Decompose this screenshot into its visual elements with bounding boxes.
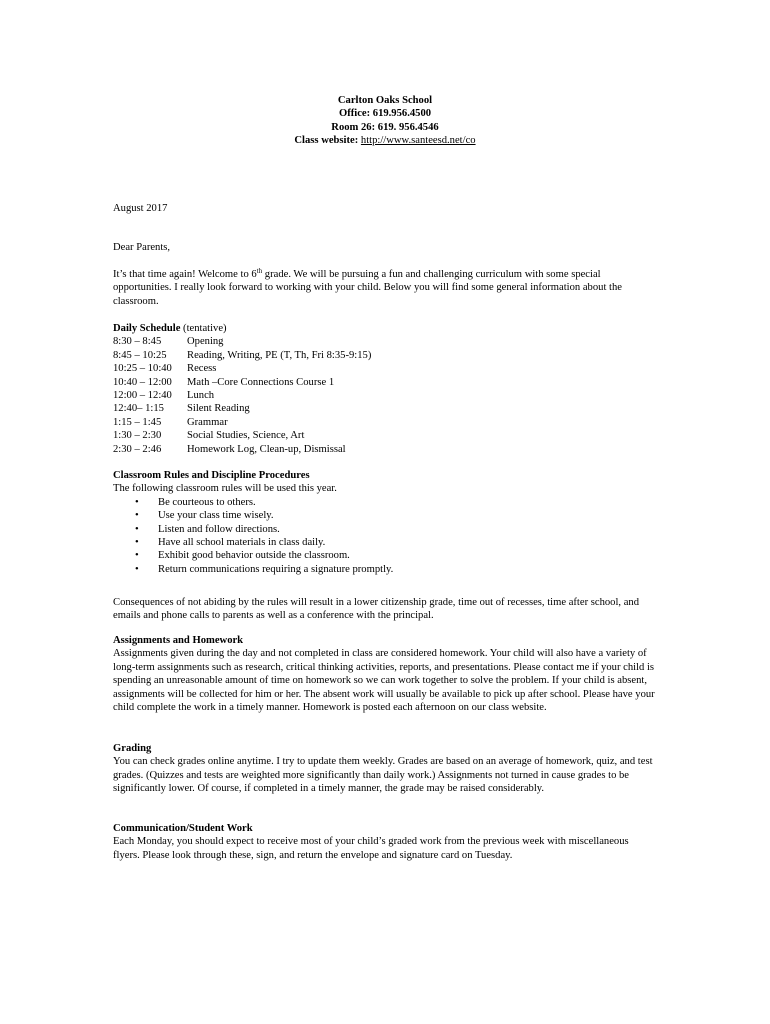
assignments-heading: Assignments and Homework bbox=[113, 635, 244, 646]
schedule-heading-line bbox=[113, 322, 658, 335]
schedule-activity: Homework Log, Clean-up, Dismissal bbox=[187, 443, 346, 455]
rules-intro: The following classroom rules will be used this year. bbox=[113, 483, 337, 495]
class-website-label: Class website: bbox=[294, 135, 359, 147]
consequences-paragraph: Consequences of not abiding by the rules will result in a lower citizenship grade, time out of recesses, time after school, and emails and phone calls to parents as well as a conference with the principal. bbox=[113, 597, 640, 622]
schedule-activity: Reading, Writing, PE (T, Th, Fri 8:35-9:15) bbox=[187, 349, 372, 361]
daily-schedule-section bbox=[113, 322, 658, 456]
rule-item: • Return communications requiring a signature promptly. bbox=[113, 563, 658, 576]
schedule-table bbox=[113, 335, 658, 456]
intro-text-1: It’s that time again! Welcome to 6 bbox=[113, 269, 257, 280]
rule-item: • Be courteous to others. bbox=[113, 496, 658, 509]
schedule-activity: Grammar bbox=[187, 416, 228, 428]
assignments-paragraph: Assignments given during the day and not completed in class are considered homework. Your child will also have a variety of long-term assignments such as research, critical thinking activities, reports, and presentations. Please contact me if your child is spending an unreasonable amount of time on homework so we can work together to solve the problem. If your child is absent, assignments will be collected for him or her. The absent work will usually be available to pick up after school. Please have your child complete the work in a timely manner. Homework is posted each afternoon on our class website. bbox=[113, 648, 655, 714]
rule-item: • Exhibit good behavior outside the classroom. bbox=[113, 549, 658, 562]
schedule-time: 10:40 – 12:00 bbox=[113, 376, 172, 388]
class-website-link[interactable]: http://www.santeesd.net/co bbox=[360, 135, 476, 147]
schedule-activity: Silent Reading bbox=[187, 403, 250, 415]
communication-paragraph: Each Monday, you should expect to receive most of your child’s graded work from the previous week with miscellaneous flyers. Please look through these, sign, and return the envelope and signature card on Tuesday. bbox=[113, 836, 629, 861]
schedule-time: 1:15 – 1:45 bbox=[113, 416, 162, 428]
class-website-line bbox=[0, 134, 770, 147]
rules-list bbox=[113, 496, 658, 576]
schedule-time: 12:40– 1:15 bbox=[113, 403, 164, 415]
schedule-row bbox=[113, 402, 658, 415]
schedule-row bbox=[113, 429, 658, 442]
office-phone: Office: 619.956.4500 bbox=[338, 108, 432, 120]
intro-text-2: grade. We will be pursuing a fun and challenging curriculum with some special opportunities. I really look forward to working with your child. Below you will find some general information about the classroom. bbox=[113, 269, 622, 307]
communication-heading: Communication/Student Work bbox=[113, 823, 253, 834]
schedule-activity: Social Studies, Science, Art bbox=[187, 430, 305, 442]
salutation: Dear Parents, bbox=[113, 242, 171, 253]
schedule-time: 8:30 – 8:45 bbox=[113, 336, 162, 348]
room-phone: Room 26: 619. 956.4546 bbox=[331, 121, 439, 133]
schedule-row bbox=[113, 416, 658, 429]
schedule-row bbox=[113, 443, 658, 456]
rule-item: • Listen and follow directions. bbox=[113, 523, 658, 536]
schedule-note: (tentative) bbox=[180, 323, 227, 334]
communication-section bbox=[113, 822, 658, 862]
schedule-time: 10:25 – 10:40 bbox=[113, 363, 172, 375]
schedule-heading: Daily Schedule bbox=[113, 323, 181, 334]
schedule-row bbox=[113, 389, 658, 402]
schedule-time: 12:00 – 12:40 bbox=[113, 390, 172, 402]
schedule-time: 1:30 – 2:30 bbox=[113, 430, 162, 442]
assignments-section bbox=[113, 634, 658, 714]
grading-section bbox=[113, 742, 658, 796]
letterhead bbox=[0, 94, 770, 148]
intro-paragraph bbox=[113, 268, 658, 308]
schedule-time: 8:45 – 10:25 bbox=[113, 349, 167, 361]
grading-heading: Grading bbox=[113, 743, 152, 754]
rules-section bbox=[113, 469, 658, 576]
school-name: Carlton Oaks School bbox=[337, 95, 433, 106]
rules-heading: Classroom Rules and Discipline Procedures bbox=[113, 470, 310, 481]
schedule-activity: Math –Core Connections Course 1 bbox=[187, 376, 335, 388]
schedule-row bbox=[113, 335, 658, 348]
schedule-activity: Lunch bbox=[187, 390, 215, 402]
schedule-row bbox=[113, 362, 658, 375]
letter-date: August 2017 bbox=[113, 203, 168, 214]
schedule-row bbox=[113, 376, 658, 389]
grading-paragraph: You can check grades online anytime. I try to update them weekly. Grades are based on an average of homework, quiz, and test grades. (Quizzes and tests are weighted more significantly than daily work.) Assignments not turned in cause grades to be significantly lower. Of course, if completed in a timely manner, the grade may be raised considerably. bbox=[113, 756, 653, 795]
schedule-activity: Opening bbox=[187, 336, 224, 348]
schedule-activity: Recess bbox=[187, 363, 217, 375]
intro-superscript: th bbox=[256, 267, 263, 275]
rule-item: • Have all school materials in class daily. bbox=[113, 536, 658, 549]
rule-item: • Use your class time wisely. bbox=[113, 509, 658, 522]
schedule-time: 2:30 – 2:46 bbox=[113, 443, 162, 455]
schedule-row bbox=[113, 349, 658, 362]
